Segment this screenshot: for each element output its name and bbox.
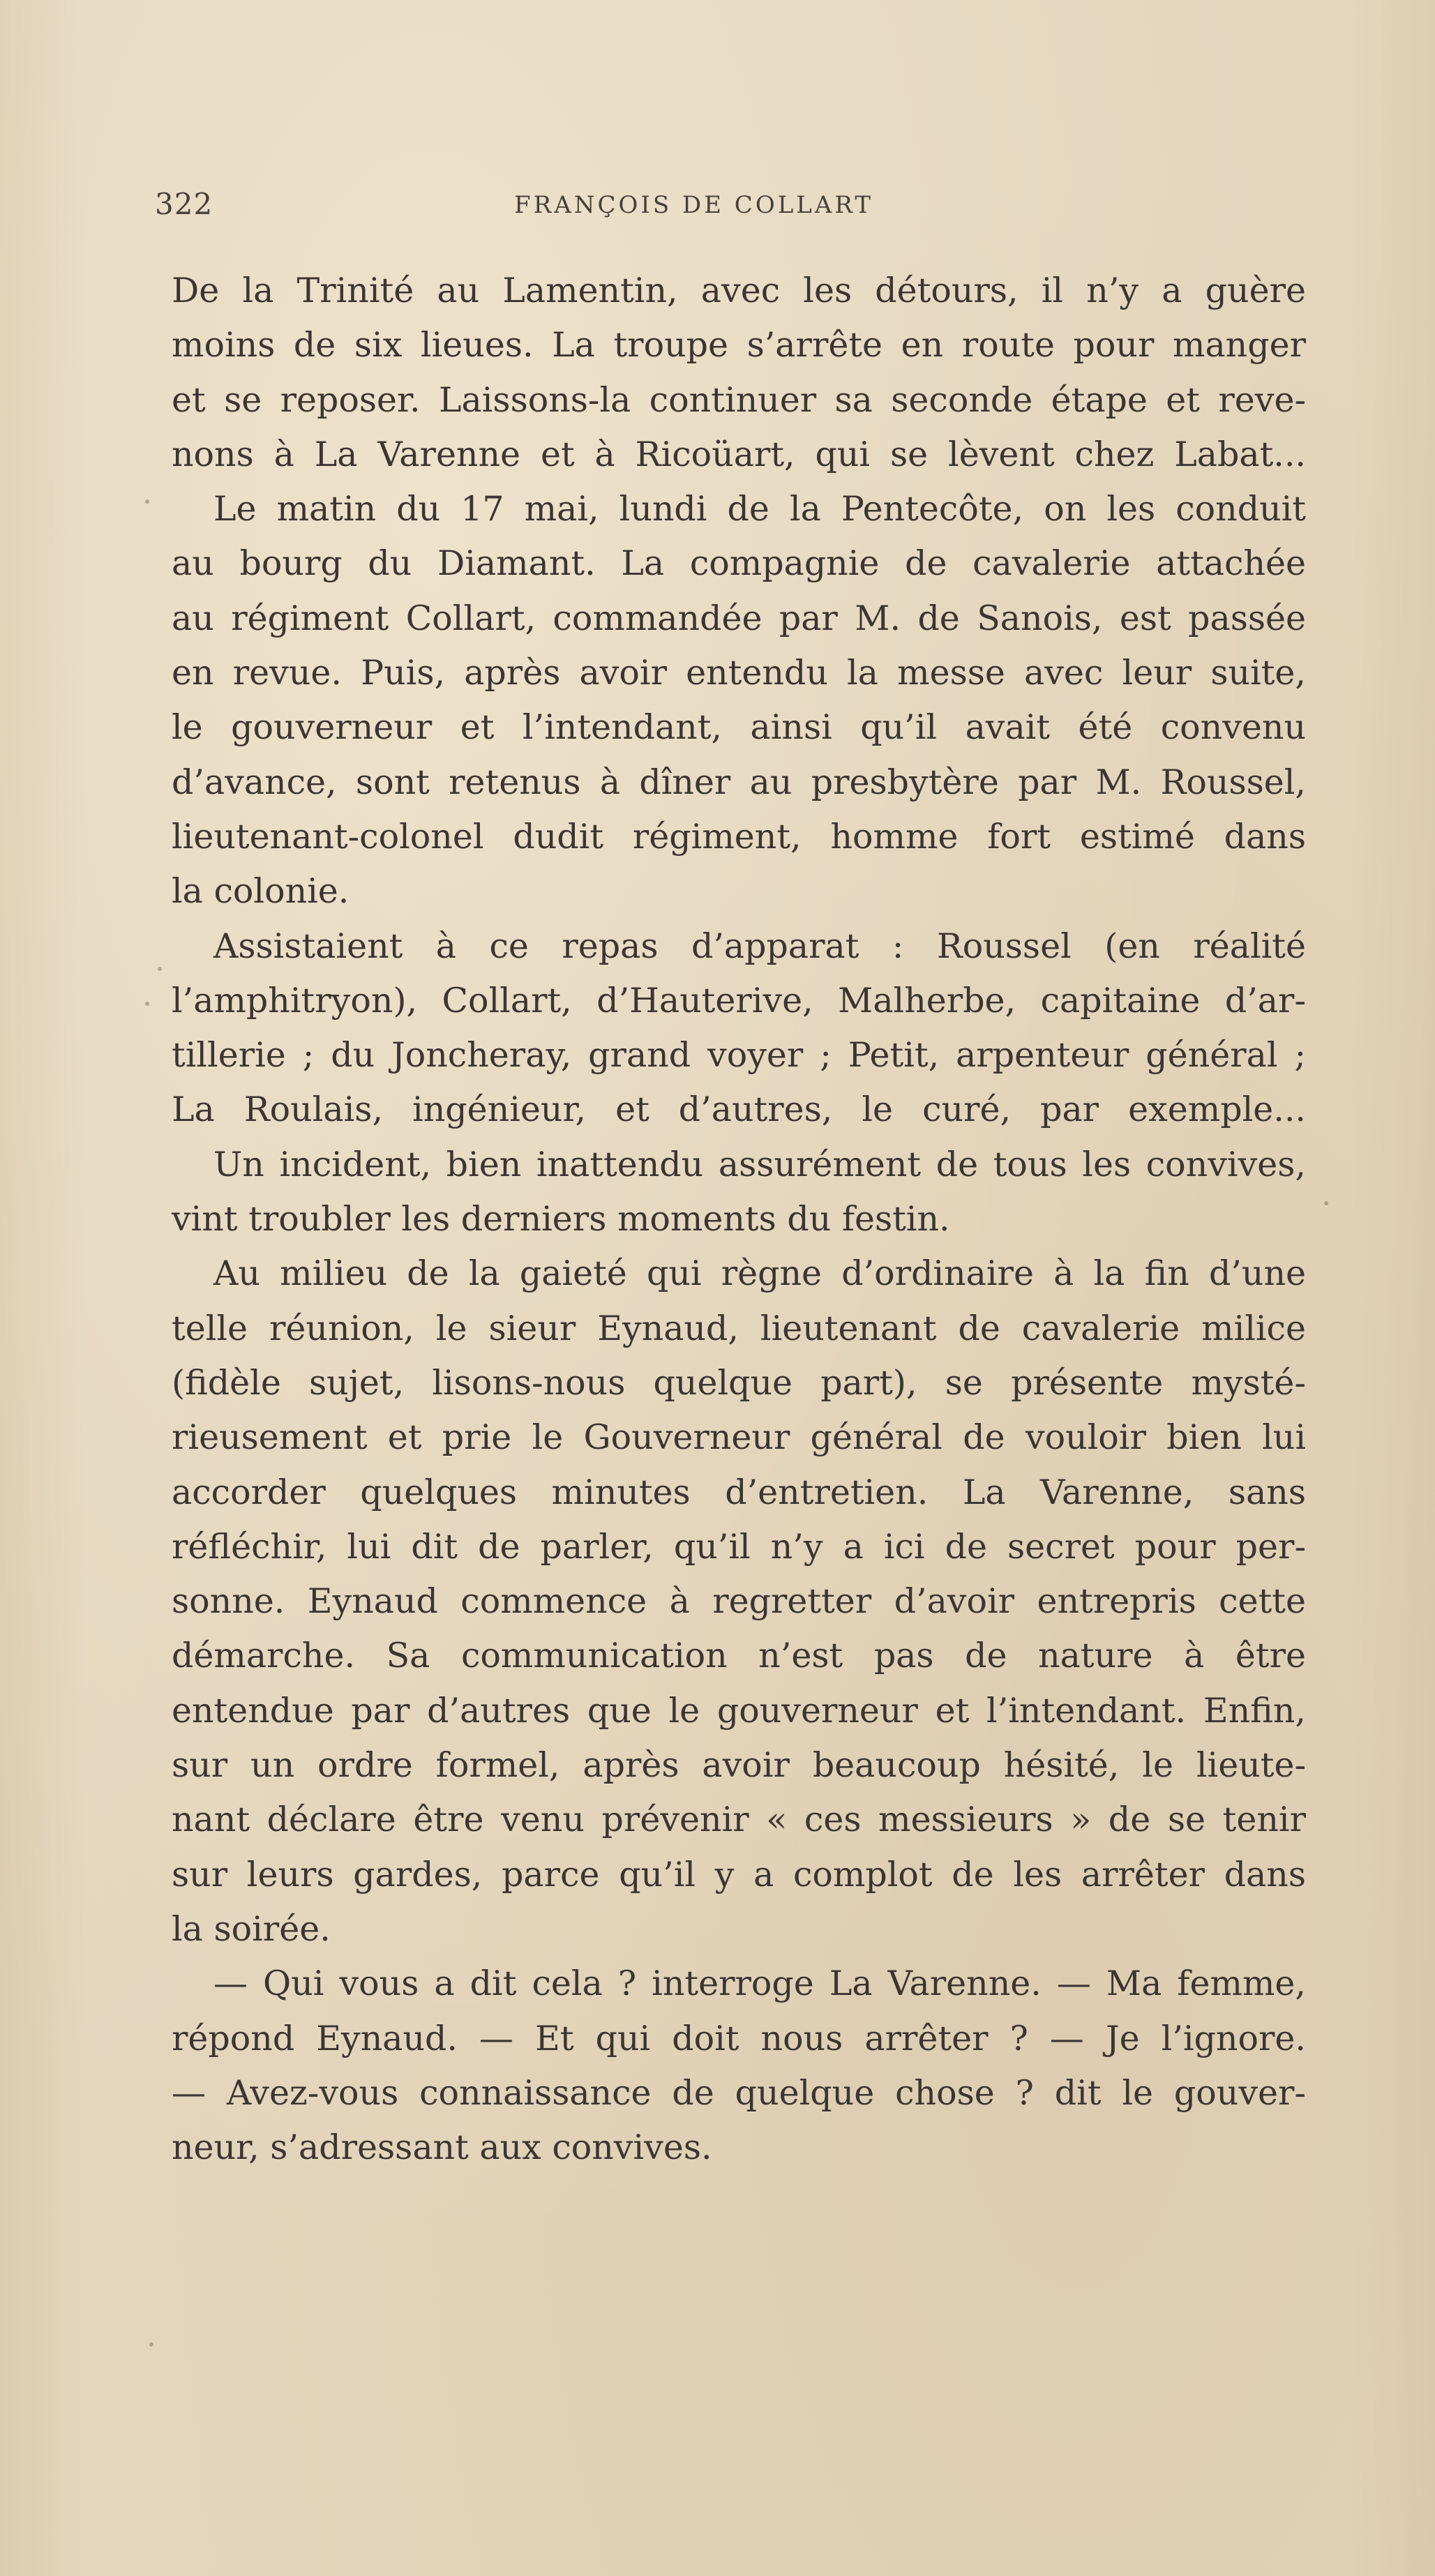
page-header (155, 187, 901, 229)
paper-speck (1324, 1201, 1328, 1205)
text-line: sonne. Eynaud commence à regretter d’avoir entrepris cette (172, 1581, 1306, 1622)
text-line: accorder quelques minutes d’entretien. La Varenne, sans (172, 1472, 1306, 1512)
text-line: lieutenant-colonel dudit régiment, homme fort estimé dans (172, 816, 1306, 857)
text-line: répond Eynaud. — Et qui doit nous arrêter ? — Je l’ignore. (172, 2018, 1306, 2058)
text-line: — Avez-vous connaissance de quelque chose ? dit le gouver- (172, 2072, 1306, 2113)
text-line: démarche. Sa communication n’est pas de nature à être (172, 1636, 1306, 1676)
text-line: — Qui vous a dit cela ? interroge La Varenne. — Ma femme, (213, 1964, 1306, 2004)
text-line: l’amphitryon), Collart, d’Hauterive, Malherbe, capitaine d’ar- (172, 980, 1306, 1020)
text-line: d’avance, sont retenus à dîner au presbytère par M. Roussel, (172, 762, 1306, 802)
text-line: le gouverneur et l’intendant, ainsi qu’il avait été convenu (172, 707, 1306, 748)
text-line: au régiment Collart, commandée par M. de Sanois, est passée (172, 598, 1306, 638)
text-line: nant déclare être venu prévenir « ces messieurs » de se tenir (172, 1800, 1306, 1840)
text-line: De la Trinité au Lamentin, avec les détours, il n’y a guère (172, 271, 1306, 310)
text-line: vint troubler les derniers moments du festin. (172, 1199, 950, 1240)
text-line: la colonie. (172, 871, 350, 912)
text-line: tillerie ; du Joncheray, grand voyer ; Petit, arpenteur général ; (172, 1035, 1306, 1076)
text-line: sur un ordre formel, après avoir beaucoup hésité, le lieute- (172, 1745, 1306, 1786)
paper-speck (145, 499, 149, 504)
text-line: et se reposer. Laissons-la continuer sa seconde étape et reve- (172, 379, 1306, 420)
text-line: sur leurs gardes, parce qu’il y a complot de les arrêter dans (172, 1854, 1306, 1895)
text-line: (fidèle sujet, lisons-nous quelque part), se présente mysté- (172, 1362, 1306, 1403)
text-line: au bourg du Diamant. La compagnie de cavalerie attachée (172, 543, 1306, 584)
text-line: telle réunion, le sieur Eynaud, lieutenant de cavalerie milice (172, 1308, 1306, 1348)
paper-speck (145, 1002, 149, 1006)
page-number: 322 (155, 187, 213, 221)
text-line: entendue par d’autres que le gouverneur et l’intendant. Enfin, (172, 1690, 1306, 1731)
paper-speck (158, 967, 162, 971)
text-line: Un incident, bien inattendu assurément de tous les convives, (213, 1144, 1306, 1184)
text-line: nons à La Varenne et à Ricoüart, qui se lèvent chez Labat... (172, 434, 1306, 474)
text-line: neur, s’adressant aux convives. (172, 2127, 712, 2168)
text-line: réfléchir, lui dit de parler, qu’il n’y a ici de secret pour per- (172, 1526, 1306, 1567)
text-line: Le matin du 17 mai, lundi de la Pentecôte, on les conduit (213, 489, 1306, 529)
body-text (172, 264, 1306, 2175)
paper-speck (149, 2342, 153, 2347)
text-line: la soirée. (172, 1908, 331, 1949)
running-title: FRANÇOIS DE COLLART (514, 191, 874, 219)
text-line: Assistaient à ce repas d’apparat : Roussel (en réalité (213, 926, 1306, 966)
text-line: rieusement et prie le Gouverneur général de vouloir bien lui (172, 1417, 1306, 1458)
text-line: La Roulais, ingénieur, et d’autres, le curé, par exemple... (172, 1090, 1306, 1130)
text-line: en revue. Puis, après avoir entendu la messe avec leur suite, (172, 653, 1306, 693)
text-line: Au milieu de la gaieté qui règne d’ordinaire à la fin d’une (213, 1253, 1306, 1294)
text-line: moins de six lieues. La troupe s’arrête en route pour manger (172, 325, 1306, 366)
